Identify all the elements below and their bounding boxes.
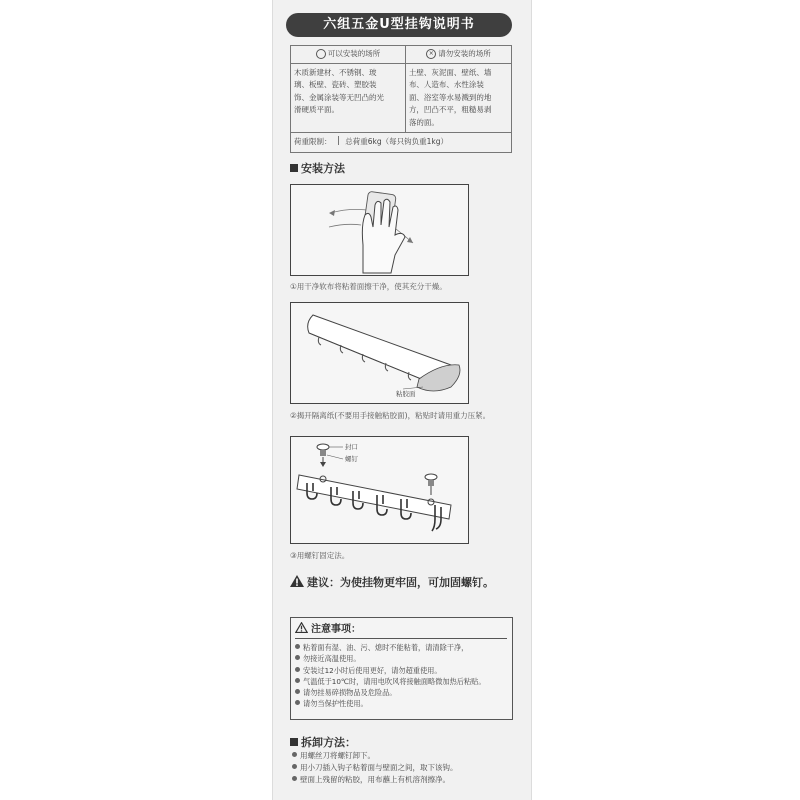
no-header-cell bbox=[405, 46, 511, 64]
list-item bbox=[295, 676, 486, 687]
list-item bbox=[295, 665, 486, 676]
bullet-icon bbox=[292, 776, 297, 781]
square-bullet-icon bbox=[290, 164, 298, 172]
no-text-line: 土壁、灰泥面、壁纸、墙 bbox=[408, 67, 492, 77]
no-circle-icon: × bbox=[426, 49, 436, 59]
ok-text-line: 滑硬质平面。 bbox=[294, 105, 339, 114]
bullet-icon bbox=[295, 678, 300, 683]
cap-label: 封口 bbox=[345, 443, 358, 451]
notice-heading: 注意事项： bbox=[311, 624, 361, 635]
tip-text: 建议：为使挂物更牢固，可加固螺钉。 bbox=[307, 576, 494, 589]
tip-line bbox=[290, 574, 494, 590]
remove-item-text: 壁面上残留的粘胶，用布蘸上有机溶剂擦净。 bbox=[300, 775, 450, 784]
install-heading-text: 安装方法 bbox=[301, 162, 345, 175]
load-label: 荷重限制： bbox=[294, 137, 332, 146]
remove-heading bbox=[290, 734, 356, 750]
notice-item-text: 粘着面有湿、油、污、熄时不能粘着，请清除干净， bbox=[303, 643, 469, 652]
hand-wiping-icon bbox=[291, 185, 468, 275]
list-item bbox=[292, 774, 458, 786]
list-item bbox=[292, 750, 458, 762]
load-value: 总荷重6kg（每只钩负重1kg） bbox=[345, 137, 449, 146]
install-heading bbox=[290, 160, 345, 176]
ok-header: 可以安装的场所 bbox=[327, 49, 381, 58]
list-item bbox=[295, 642, 486, 653]
no-text-line: 落的面。 bbox=[408, 117, 439, 127]
adhesive-strip-icon bbox=[291, 303, 468, 403]
notice-box bbox=[290, 617, 513, 720]
bullet-icon bbox=[295, 644, 300, 649]
ok-circle-icon bbox=[316, 49, 326, 59]
bullet-icon bbox=[295, 667, 300, 672]
notice-item-text: 请勿挂易碎损物品及危险品。 bbox=[303, 688, 397, 698]
step3-illustration bbox=[290, 436, 469, 544]
notice-header bbox=[295, 621, 507, 639]
square-bullet-icon bbox=[290, 738, 298, 746]
adhesive-label: 粘胶面 bbox=[396, 390, 416, 398]
notice-item-text: 勿接近高温使用。 bbox=[303, 654, 361, 664]
bullet-icon bbox=[292, 752, 297, 757]
step3-caption: ③用螺钉固定法。 bbox=[290, 551, 350, 560]
ok-text-line: 饰、金属涂装等无凹凸的光 bbox=[294, 92, 384, 102]
step2-caption: ②揭开隔离纸(不要用手接触粘胶面)，粘贴时请用重力压紧。 bbox=[290, 411, 491, 420]
remove-item-text: 用小刀插入钩子粘着面与壁面之间，取下该钩。 bbox=[300, 763, 458, 772]
ok-text-line: 木质新建材、不锈钢、玻 bbox=[294, 67, 377, 77]
list-item bbox=[295, 653, 486, 664]
warning-icon bbox=[290, 575, 304, 587]
remove-list bbox=[292, 750, 458, 786]
no-header: 请勿安装的场所 bbox=[438, 49, 491, 58]
warning-outline-icon bbox=[295, 622, 308, 633]
remove-item-text: 用螺丝刀将螺钉卸下。 bbox=[300, 751, 375, 760]
step1-illustration bbox=[290, 184, 469, 276]
no-text-line: 布、人造布、水性涂装 bbox=[408, 80, 484, 89]
page-title: 六组五金U型挂钩说明书 bbox=[286, 13, 512, 37]
ok-text-line: 璃、板壁、瓷砖、塑胶装 bbox=[294, 80, 377, 89]
load-limit-cell bbox=[291, 133, 512, 153]
screw-label: 螺钉 bbox=[345, 455, 358, 463]
bullet-icon bbox=[295, 700, 300, 705]
step2-illustration bbox=[290, 302, 469, 404]
no-text-cell bbox=[405, 63, 511, 133]
bullet-icon bbox=[292, 764, 297, 769]
list-item bbox=[295, 687, 486, 698]
list-item bbox=[295, 698, 486, 709]
notice-list bbox=[295, 642, 486, 710]
step1-caption: ①用干净软布将粘着面擦干净，使其充分干燥。 bbox=[290, 282, 447, 291]
notice-item-text: 请勿当保护性使用。 bbox=[303, 699, 368, 709]
ok-text-cell bbox=[291, 63, 406, 133]
notice-item-text: 安装过12小时后使用更好，请勿超重使用。 bbox=[303, 665, 442, 675]
screw-fixing-icon bbox=[291, 437, 468, 543]
list-item bbox=[292, 762, 458, 774]
bullet-icon bbox=[295, 689, 300, 694]
notice-item-text: 气温低于10℃时，请用电吹风将接触面略微加热后粘贴。 bbox=[303, 676, 486, 686]
no-text-line: 方，凹凸不平，粗糙易剥 bbox=[408, 105, 492, 114]
bullet-icon bbox=[295, 655, 300, 660]
install-location-table bbox=[290, 45, 512, 153]
no-text-line: 面、浴室等水易溅到的地 bbox=[408, 92, 492, 102]
remove-heading-text: 拆卸方法： bbox=[301, 736, 356, 749]
ok-header-cell bbox=[291, 46, 406, 64]
